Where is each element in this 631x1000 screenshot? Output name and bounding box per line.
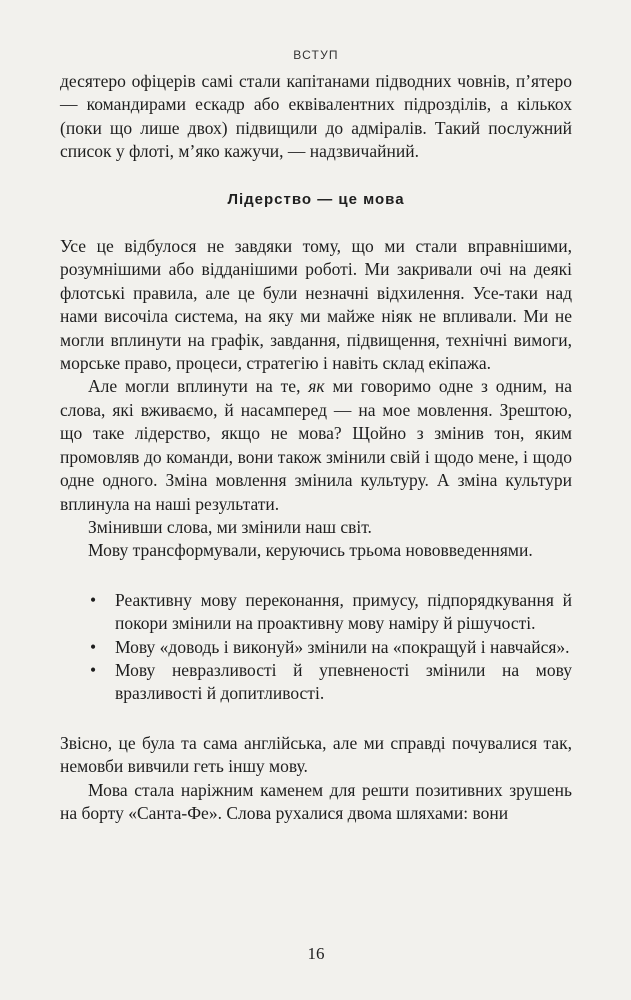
list-item-text: Мову «доводь і виконуй» змінили на «покращуй і навчайся».: [115, 636, 570, 657]
running-head: ВСТУП: [293, 48, 339, 62]
body-text: [60, 70, 572, 825]
text-run: Але могли вплинути на те,: [88, 376, 309, 397]
text-run: ми говоримо одне з одним, на слова, які вживаємо, й насамперед — на мое мовлення. Зрештою, що таке лідерство, якщо не мова? Щойно з змінив тон, яким промовляв до команди, вони також змінили свій і щодо мене, і щодо одне одного. Зміна мовлення змінила культуру. А зміна культури вплинула на наші результати.: [60, 376, 572, 514]
paragraph: [60, 375, 572, 515]
list-item: [60, 636, 572, 659]
list-item: [60, 589, 572, 636]
bullet-list: [60, 589, 572, 706]
paragraph: Мову трансформували, керуючись трьома нововведеннями.: [88, 540, 533, 561]
paragraph: Усе це відбулося не завдяки тому, що ми стали вправнішими, розумнішими або відданішими роботі. Ми закривали очі на деякі флотські правила, але це були незначні відхилення. Усе-таки над нами височіла система, на яку ми майже ніяк не впливали. Ми не могли вплинути на графік, завдання, підвищення, технічні вимоги, морське право, процеси, стратегію і навіть склад екіпажа.: [60, 236, 572, 374]
paragraph-intro: десятеро офіцерів самі стали капітанами підводних човнів, п’ятеро — командирами ескадр або еквівалентних підрозділів, а кількох (поки що лише двох) підвищили до адміралів. Такий послужний список у флоті, м’яко кажучи, — надзвичайний.: [60, 71, 572, 162]
list-item-text: Реактивну мову переконання, примусу, підпорядкування й покори змінили на проактивну мову наміру й рішучості.: [115, 589, 572, 634]
bullet-icon: •: [90, 659, 97, 680]
paragraph: Змінивши слова, ми змінили наш світ.: [88, 516, 372, 537]
paragraph: Звісно, це була та сама англійська, але ми справді почувалися так, немовби вивчили геть іншу мову.: [60, 732, 572, 777]
list-item-text: Мову невразливості й упевненості змінили на мову вразливості й допитливості.: [115, 659, 572, 704]
paragraph: Мова стала наріжним каменем для решти позитивних зрушень на борту «Санта-Фе». Слова рухалися двома шляхами: вони: [60, 779, 572, 823]
bullet-icon: •: [90, 589, 97, 610]
section-heading: Лідерство — це мова: [227, 190, 405, 208]
bullet-icon: •: [90, 636, 97, 657]
emphasis: як: [308, 376, 325, 397]
list-item: [60, 659, 572, 706]
page-number: 16: [307, 944, 325, 963]
book-page: [60, 0, 572, 1000]
